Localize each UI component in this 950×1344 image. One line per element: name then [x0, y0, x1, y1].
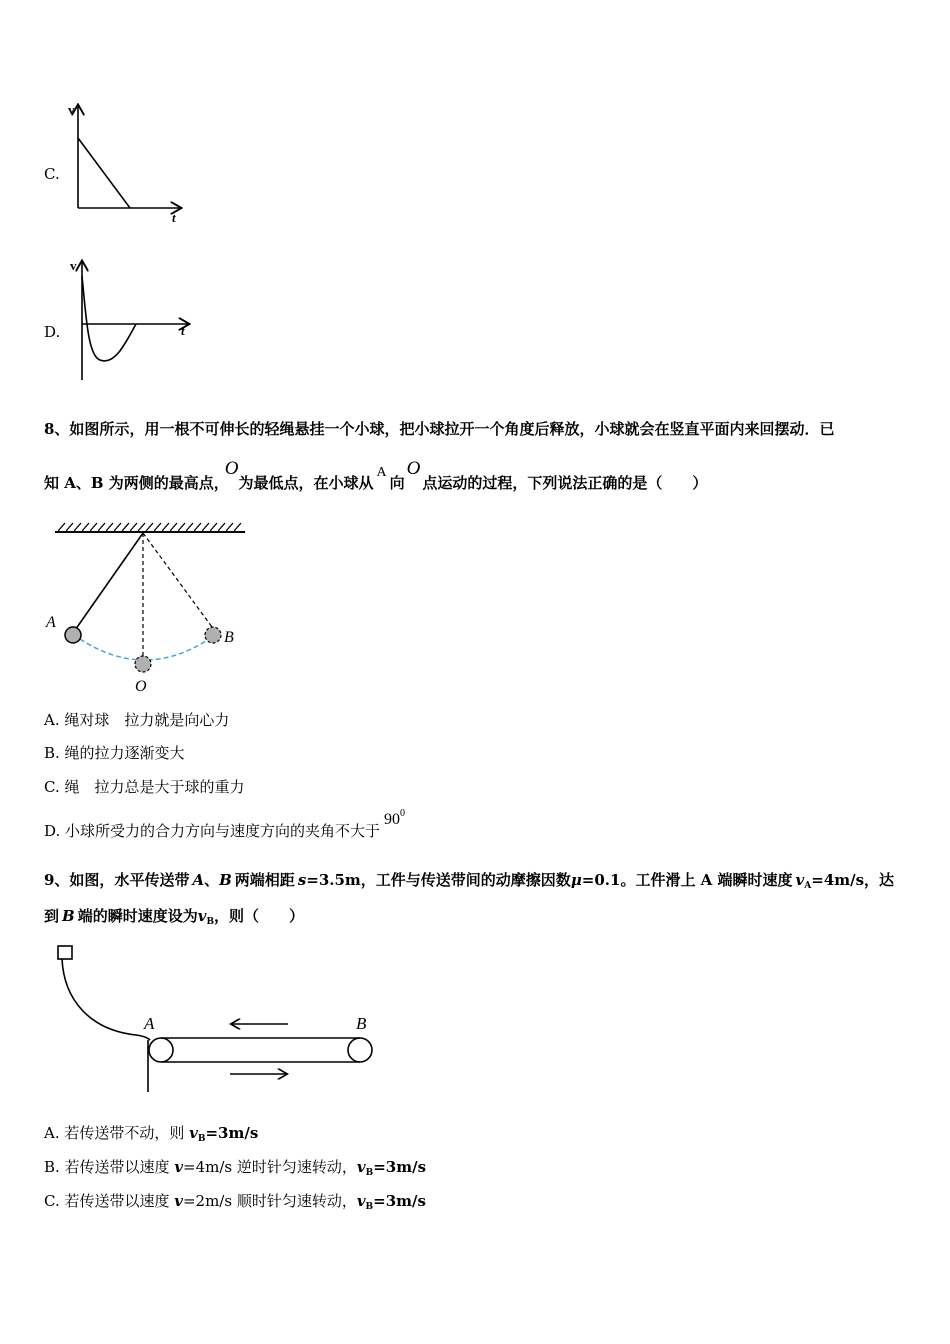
q9-option-a — [44, 1122, 258, 1144]
q8-line2 — [44, 458, 708, 502]
q8-line1: 8、如图所示，用一根不可伸长的轻绳悬挂一个小球，把小球拉开一个角度后释放，小球就会在竖直平面内来回摆动．已 — [44, 420, 835, 438]
label-b: B — [224, 629, 234, 646]
q9-l1-v: v — [795, 871, 805, 889]
q8-option-a: A. 绳对球 拉力就是向心力 — [44, 711, 230, 729]
q9-l1-sep: 、 — [204, 871, 220, 889]
ceiling-hatch — [58, 523, 241, 531]
q9-option-b-sub: B — [365, 1168, 374, 1178]
label-o: O — [135, 678, 147, 695]
pulley-a — [149, 1038, 173, 1062]
q9-l1-s: s — [297, 871, 307, 889]
q8-option-c: C. 绳 拉力总是大于球的重力 — [44, 778, 245, 796]
q9-option-c-mid: =2m/s 顺时针匀速转动， — [182, 1192, 357, 1210]
q8-option-d-text: D. 小球所受力的合力方向与速度方向的夹角不大于 — [44, 822, 381, 840]
q9-option-b — [44, 1156, 426, 1178]
q9-option-b-mid: =4m/s 逆时针匀速转动， — [183, 1158, 357, 1176]
q8-line2-c: 向 — [389, 474, 405, 492]
q9-option-c-v2: v — [356, 1192, 366, 1210]
t-axis-label: t — [181, 323, 185, 338]
q9-option-a-sub: B — [197, 1134, 206, 1144]
rope-dashed-right — [143, 533, 212, 627]
q9-line1 — [44, 869, 894, 891]
q9-option-c-sub: B — [365, 1202, 374, 1212]
q8-option-d-angle: 90 — [384, 811, 401, 828]
q8-line2-a: 知 A、B 为两侧的最高点， — [44, 474, 229, 492]
q9-l2-v: v — [197, 907, 207, 925]
q9-option-b-v1: v — [174, 1158, 184, 1176]
v-axis-label: v — [70, 258, 77, 273]
pulley-b — [348, 1038, 372, 1062]
q9-option-c-val: =3m/s — [373, 1192, 426, 1210]
slide-ramp — [62, 959, 150, 1040]
q9-option-c-text: C. 若传送带以速度 — [44, 1192, 175, 1210]
q8-option-b: B. 绳的拉力逐渐变大 — [44, 744, 185, 762]
q9-l2-vsub: B — [206, 917, 215, 927]
q9-option-b-val: =3m/s — [373, 1158, 427, 1176]
q8-sym-o: O — [224, 458, 239, 479]
q9-l1-vsub: A — [804, 881, 812, 891]
t-axis-label: t — [172, 210, 176, 225]
option-d-label: D. — [44, 323, 61, 341]
q9-l2-b: 端的瞬时速度设为 — [77, 907, 198, 925]
q9-l1-b: 两端相距 — [234, 871, 295, 889]
graph-line — [78, 138, 130, 208]
workpiece-box — [58, 946, 72, 959]
q9-option-b-text: B. 若传送带以速度 — [44, 1158, 175, 1176]
q9-option-c — [44, 1190, 426, 1212]
ball-at-a — [65, 627, 81, 643]
q9-line2 — [44, 905, 304, 927]
ball-at-o — [135, 656, 151, 672]
label-a: A — [144, 1014, 155, 1033]
q9-option-a-v: v — [189, 1124, 198, 1142]
q9-option-b-v2: v — [356, 1158, 366, 1176]
rope-solid — [73, 533, 143, 633]
ball-at-b — [205, 627, 221, 643]
q9-l2-sym-b: B — [62, 907, 75, 925]
q8-sym-a: A — [376, 465, 387, 480]
label-a: A — [46, 614, 56, 631]
conveyor-figure — [40, 940, 390, 1100]
q9-l1-c: =3.5m，工件与传送带间的动摩擦因数 — [306, 871, 571, 889]
q9-l1-sym-b: B — [219, 871, 232, 889]
option-c-label: C. — [44, 165, 60, 183]
q8-sym-o2: O — [406, 458, 421, 479]
q9-l2-a: 到 — [44, 907, 60, 925]
pendulum-figure — [40, 515, 260, 700]
q8-line2-b: 为最低点，在小球从 — [238, 474, 374, 492]
q9-option-c-v1: v — [174, 1192, 183, 1210]
q8-line2-d: 点运动的过程，下列说法正确的是（ ） — [422, 474, 708, 492]
v-axis-label: v — [68, 102, 75, 117]
q9-option-a-val: =3m/s — [205, 1124, 259, 1142]
q9-l1-a: 9、如图，水平传送带 — [44, 871, 190, 889]
graph-d — [60, 256, 200, 386]
q8-option-d — [44, 808, 406, 841]
q8-option-d-degree: 0 — [400, 808, 406, 819]
q9-option-a-text: A. 若传送带不动，则 — [44, 1124, 190, 1142]
label-b: B — [356, 1014, 367, 1033]
graph-c — [60, 98, 190, 228]
q9-l1-sym-a: A — [192, 871, 205, 889]
q9-l1-e: =4m/s，达 — [811, 871, 895, 889]
graph-curve — [82, 276, 136, 361]
q9-l1-mu: μ — [570, 871, 582, 889]
q9-l2-c: ，则（ ） — [214, 907, 305, 925]
q9-l1-d: =0.1。工件滑上 A 端瞬时速度 — [581, 871, 793, 889]
